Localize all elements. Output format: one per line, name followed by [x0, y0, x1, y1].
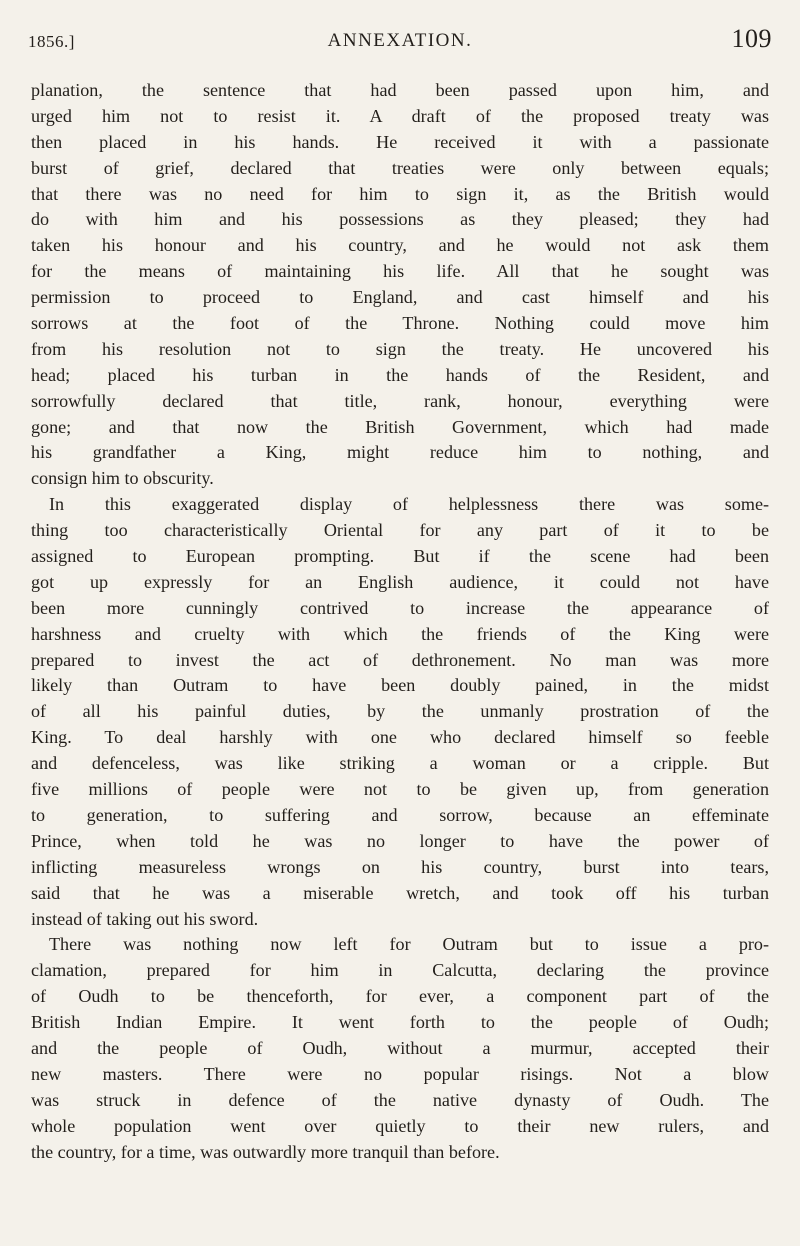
text-line: and defenceless, was like striking a woman or a cripple. But — [31, 753, 769, 774]
text-line: permission to proceed to England, and cast himself and his — [31, 287, 769, 308]
text-line: to generation, to suffering and sorrow, because an effeminate — [31, 804, 769, 825]
text-line: five millions of people were not to be given up, from generation — [31, 779, 769, 800]
text-line: whole population went over quietly to their new rulers, and — [31, 1115, 769, 1136]
text-line: gone; and that now the British Government, which had made — [31, 416, 769, 437]
text-line: likely than Outram to have been doubly pained, in the midst — [31, 675, 769, 696]
text-line: planation, the sentence that had been passed upon him, and — [31, 80, 769, 100]
text-line: thing too characteristically Oriental for any part of it to be — [31, 520, 769, 541]
text-line: British Indian Empire. It went forth to the people of Oudh; — [31, 1012, 769, 1033]
text-line: the country, for a time, was outwardly more tranquil than before. — [31, 1141, 500, 1162]
text-line: then placed in his hands. He received it with a passionate — [31, 131, 769, 152]
text-line: clamation, prepared for him in Calcutta, declaring the province — [31, 960, 769, 981]
text-line: harshness and cruelty with which the friends of the King were — [31, 623, 769, 644]
text-line: burst of grief, declared that treaties were only between equals; — [31, 157, 769, 178]
text-line: of all his painful duties, by the unmanly prostration of the — [31, 701, 769, 722]
text-line: said that he was a miserable wretch, and took off his turban — [31, 882, 769, 903]
body-text — [31, 78, 769, 1165]
text-line: sorrows at the foot of the Throne. Nothing could move him — [31, 313, 769, 334]
text-line: head; placed his turban in the hands of the Resident, and — [31, 364, 769, 385]
text-line: was struck in defence of the native dynasty of Oudh. The — [31, 1089, 769, 1110]
text-line: urged him not to resist it. A draft of the proposed treaty was — [31, 105, 769, 126]
text-line: from his resolution not to sign the treaty. He uncovered his — [31, 338, 769, 359]
text-line: Prince, when told he was no longer to have the power of — [31, 830, 769, 851]
text-line: In this exaggerated display of helplessness there was some- — [49, 494, 769, 515]
text-line: prepared to invest the act of dethronement. No man was more — [31, 649, 769, 670]
text-line: that there was no need for him to sign it, as the British would — [31, 183, 769, 204]
chapter-title: ANNEXATION. — [327, 30, 473, 51]
text-line: got up expressly for an English audience, it could not have — [31, 571, 769, 592]
text-line: assigned to European prompting. But if the scene had been — [31, 546, 769, 567]
text-line: instead of taking out his sword. — [31, 908, 259, 929]
text-line: inflicting measureless wrongs on his country, burst into tears, — [31, 856, 769, 877]
text-line: taken his honour and his country, and he would not ask them — [31, 235, 769, 256]
text-line: his grandfather a King, might reduce him to nothing, and — [31, 442, 769, 463]
text-line: new masters. There were no popular risings. Not a blow — [31, 1063, 769, 1084]
text-line: There was nothing now left for Outram but to issue a pro- — [49, 934, 769, 955]
text-line: been more cunningly contrived to increase the appearance of — [31, 597, 769, 618]
text-line: do with him and his possessions as they pleased; they had — [31, 209, 769, 230]
text-line: of Oudh to be thenceforth, for ever, a component part of the — [31, 986, 769, 1007]
text-line: for the means of maintaining his life. All that he sought was — [31, 261, 769, 282]
text-line: consign him to obscurity. — [31, 468, 214, 489]
text-line: and the people of Oudh, without a murmur, accepted their — [31, 1037, 769, 1058]
running-head — [28, 24, 772, 58]
header-year: 1856.] — [28, 32, 75, 51]
text-line: sorrowfully declared that title, rank, honour, everything were — [31, 390, 769, 411]
page-number: 109 — [731, 24, 772, 53]
text-line: King. To deal harshly with one who declared himself so feeble — [31, 727, 769, 748]
